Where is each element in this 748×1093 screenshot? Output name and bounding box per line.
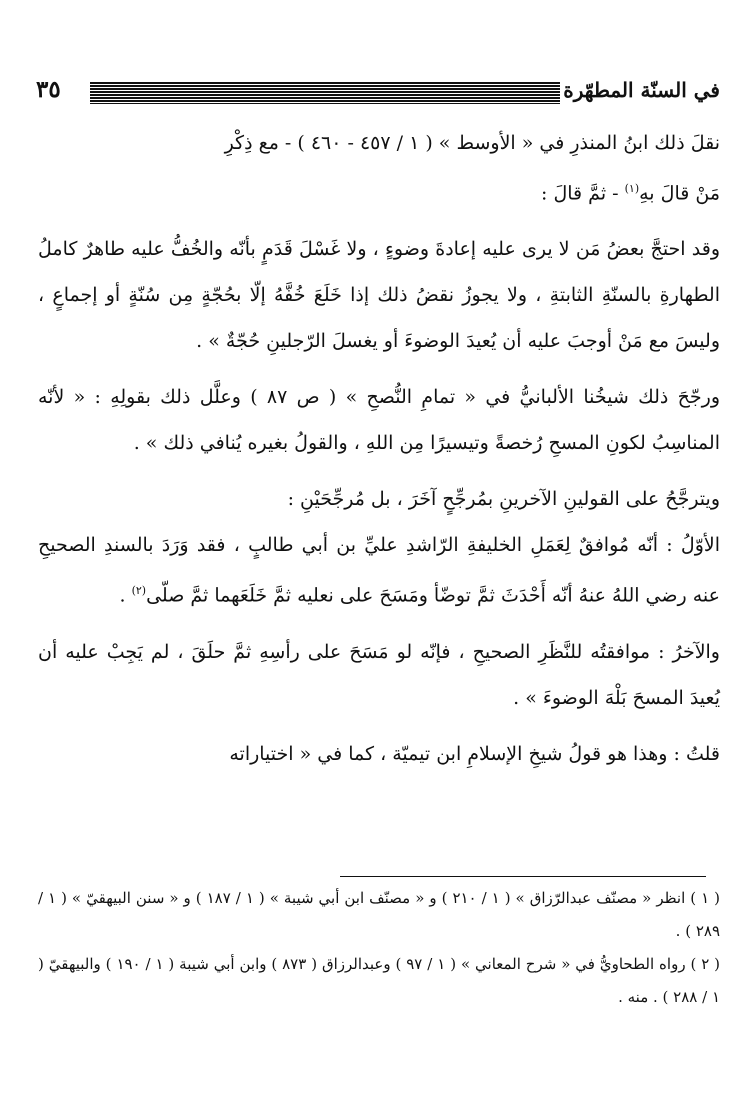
footnotes xyxy=(38,882,720,1014)
paragraph-4: ويترجَّحُ على القولينِ الآخرينِ بمُرجِّحٍ آخَرَ ، بل مُرجِّحَيْنِ : xyxy=(287,488,720,511)
paragraph-2: وقد احتجَّ بعضُ مَن لا يرى عليه إعادةَ وضوءٍ ، ولا غَسْلَ قَدَمٍ بأنّه والخُفُّ عليه طاهرٌ كاملُ الطهارةِ بالسنّةِ الثابتةِ ، ولا يجوزُ نقضُ ذلك إذا خَلَعَ خُفَّهُ إلّا بحُجّةٍ مِن سُنّةٍ أو إجماعٍ ، وليسَ مع مَنْ أوجبَ عليه أن يُعيدَ الوضوءَ أو يغسلَ الرّجلينِ حُجّةٌ » . xyxy=(38,238,720,353)
footnote-ref-2[interactable]: (٢) xyxy=(131,584,147,598)
paragraph-5-text: الأوّلُ : أنّه مُوافقٌ لِعَمَلِ الخليفةِ الرّاشدِ عليِّ بن أبي طالبٍ ، فقد وَرَدَ بالسندِ الصحيحِ عنه رضي اللهُ عنهُ أنّه أَحْدَثَ ثمَّ توضّأ ومَسَحَ على نعليه ثمَّ خَلَعَهما ثمَّ صلّى xyxy=(38,534,720,607)
paragraph-1-cont xyxy=(38,166,720,216)
header-rule xyxy=(90,82,560,104)
footnote-ref-1[interactable]: (١) xyxy=(624,182,640,195)
paragraph-3: ورجّحَ ذلك شيخُنا الألبانيُّ في « تمامِ النُّصحِ » ( ص ٨٧ ) وعلَّل ذلك بقولِهِ : « لأنّه المناسِبُ لكونِ المسحِ رُخصةً وتيسيرًا مِن اللهِ ، والقولُ بغيره يُنافي ذلك » . xyxy=(38,386,721,455)
paragraph-1 xyxy=(38,120,720,166)
running-title: في السنّة المطهّرة xyxy=(563,78,720,102)
paragraph-5 xyxy=(38,522,720,618)
main-text xyxy=(38,120,720,777)
paragraph-1-line-1: نقلَ ذلك ابنُ المنذرِ في « الأوسط » ( ١ / ٤٥٧ - ٤٦٠ ) - مع ذِكْرِ xyxy=(224,132,720,154)
paragraph-1-line-2-end: - ثمَّ قالَ : xyxy=(541,182,625,205)
footnote-separator xyxy=(340,876,706,877)
paragraph-7: قلتُ : وهذا هو قولُ شيخِ الإسلامِ ابن تيميّة ، كما في « اختياراته xyxy=(229,742,720,765)
paragraph-6: والآخرُ : موافقتُه للنَّظَرِ الصحيحِ ، فإنّه لو مَسَحَ على رأسِهِ ثمَّ حلَقَ ، لم يَجِبْ عليه أن يُعيدَ المسحَ بَلْهَ الوضوءَ » . xyxy=(38,640,720,709)
paragraph-1-line-2: مَنْ قالَ بهِ xyxy=(639,182,720,205)
footnote-2: ( ٢ ) رواه الطحاويُّ في « شرح المعاني » ( ١ / ٩٧ ) وعبدالرزاق ( ٨٧٣ ) وابن أبي شيبة ( ١ / ١٩٠ ) والبيهقيّ ( ١ / ٢٨٨ ) . منه . xyxy=(38,955,721,1006)
page-number: ٣٥ xyxy=(36,76,61,103)
paragraph-5-end: . xyxy=(119,584,132,607)
footnote-1: ( ١ ) انظر « مصنّف عبدالرّزاق » ( ١ / ٢١٠ ) و « مصنّف ابن أبي شيبة » ( ١ / ١٨٧ ) و « سنن البيهقيّ » ( ١ / ٢٨٩ ) . xyxy=(38,889,720,940)
running-header xyxy=(30,76,720,110)
